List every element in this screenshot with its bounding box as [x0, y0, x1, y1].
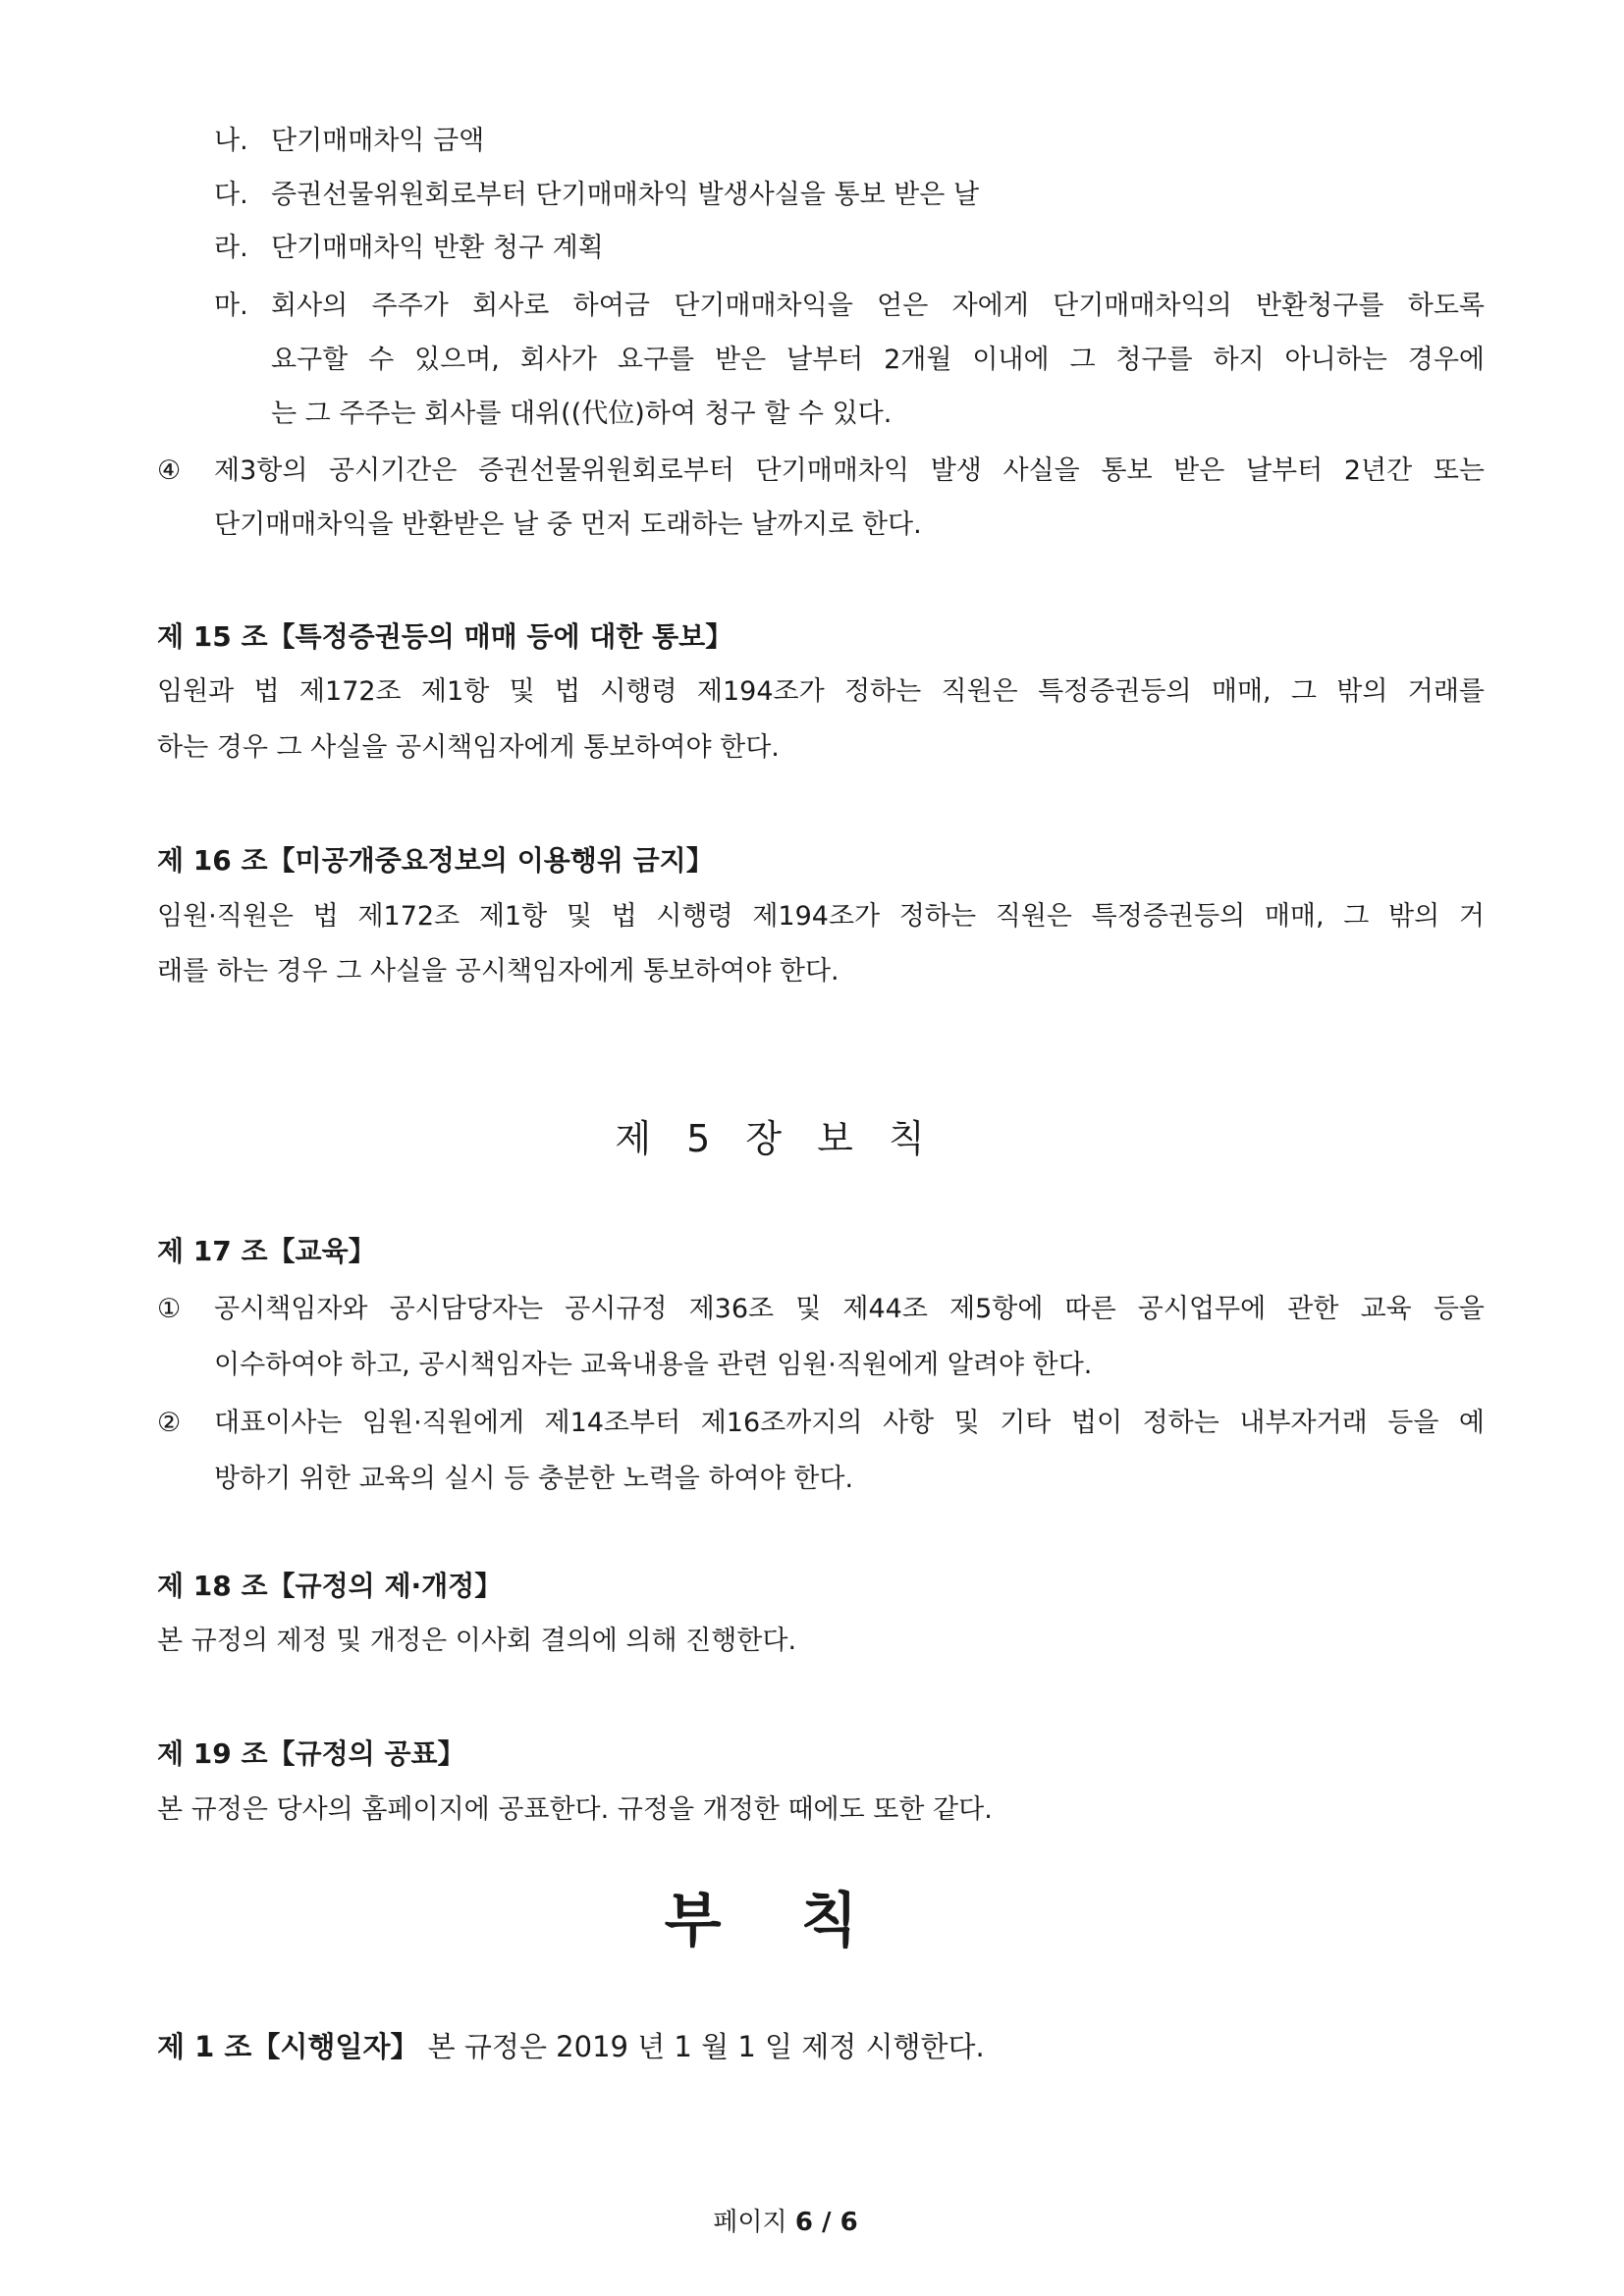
- paragraph-text: 단기매매차익을 반환받은 날 중 먼저 도래하는 날까지로 한다.: [214, 509, 922, 540]
- article-15-heading: 제 15 조【특정증권등의 매매 등에 대한 통보】: [157, 620, 733, 653]
- list-item-text: 요구할 수 있으며, 회사가 요구를 받은 날부터 2개월 이내에 그 청구를 하지 아니하는 경우에: [271, 345, 1485, 375]
- list-item-text: 단기매매차익 금액: [271, 126, 485, 156]
- list-item-text: 회사의 주주가 회사로 하여금 단기매매차익을 얻은 자에게 단기매매차익의 반환청구를 하도록: [271, 291, 1485, 321]
- article-15-text: 임원과 법 제172조 제1항 및 법 시행령 제194조가 정하는 직원은 특정증권등의 매매, 그 밖의 거래를: [157, 676, 1485, 707]
- supplementary-article-1: [157, 2028, 985, 2065]
- list-item-text: 는 그 주주는 회사를 대위((代位)하여 청구 할 수 있다.: [271, 399, 893, 429]
- article-16-heading: 제 16 조【미공개중요정보의 이용행위 금지】: [157, 844, 714, 877]
- article-15-text: 하는 경우 그 사실을 공시책임자에게 통보하여야 한다.: [157, 732, 780, 763]
- paragraph-marker: ④: [157, 455, 182, 486]
- supplementary-article-1-heading: 제 1 조【시행일자】: [157, 2030, 419, 2063]
- article-19-text: 본 규정은 당사의 홈페이지에 공표한다. 규정을 개정한 때에도 또한 같다.: [157, 1794, 993, 1825]
- page-footer: [0, 2207, 1571, 2238]
- supplementary-title: 부 칙: [664, 1887, 888, 1955]
- article-17-heading: 제 17 조【교육】: [157, 1235, 376, 1267]
- page-separator: /: [813, 2208, 840, 2237]
- page-current: 6: [794, 2208, 813, 2237]
- paragraph-marker: ①: [157, 1294, 182, 1324]
- list-marker: 라.: [214, 233, 248, 263]
- page-total: 6: [839, 2208, 858, 2237]
- paragraph-marker: ②: [157, 1408, 182, 1438]
- list-item-text: 증권선물위원회로부터 단기매매차익 발생사실을 통보 받은 날: [271, 180, 980, 210]
- page-label: 페이지: [713, 2208, 787, 2237]
- article-16-text: 임원·직원은 법 제172조 제1항 및 법 시행령 제194조가 정하는 직원은 특정증권등의 매매, 그 밖의 거: [157, 901, 1485, 932]
- paragraph-text: 제3항의 공시기간은 증권선물위원회로부터 단기매매차익 발생 사실을 통보 받은 날부터 2년간 또는: [214, 455, 1485, 486]
- article-18-text: 본 규정의 제정 및 개정은 이사회 결의에 의해 진행한다.: [157, 1626, 797, 1656]
- supplementary-article-1-text: 본 규정은 2019 년 1 월 1 일 제정 시행한다.: [418, 2030, 985, 2063]
- list-marker: 마.: [214, 291, 248, 321]
- article-19-heading: 제 19 조【규정의 공표】: [157, 1737, 465, 1770]
- list-marker: 다.: [214, 180, 248, 210]
- article-17-item-text: 방하기 위한 교육의 실시 등 충분한 노력을 하여야 한다.: [214, 1464, 854, 1494]
- chapter-title: 제 5 장 보 칙: [615, 1117, 937, 1160]
- article-16-text: 래를 하는 경우 그 사실을 공시책임자에게 통보하여야 한다.: [157, 956, 839, 987]
- list-marker: 나.: [214, 126, 248, 156]
- article-18-heading: 제 18 조【규정의 제·개정】: [157, 1570, 503, 1602]
- list-item-text: 단기매매차익 반환 청구 계획: [271, 233, 604, 263]
- article-17-item-text: 대표이사는 임원·직원에게 제14조부터 제16조까지의 사항 및 기타 법이 정하는 내부자거래 등을 예: [214, 1408, 1485, 1438]
- article-17-item-text: 공시책임자와 공시담당자는 공시규정 제36조 및 제44조 제5항에 따른 공시업무에 관한 교육 등을: [214, 1294, 1485, 1324]
- article-17-item-text: 이수하여야 하고, 공시책임자는 교육내용을 관련 임원·직원에게 알려야 한다.: [214, 1350, 1093, 1380]
